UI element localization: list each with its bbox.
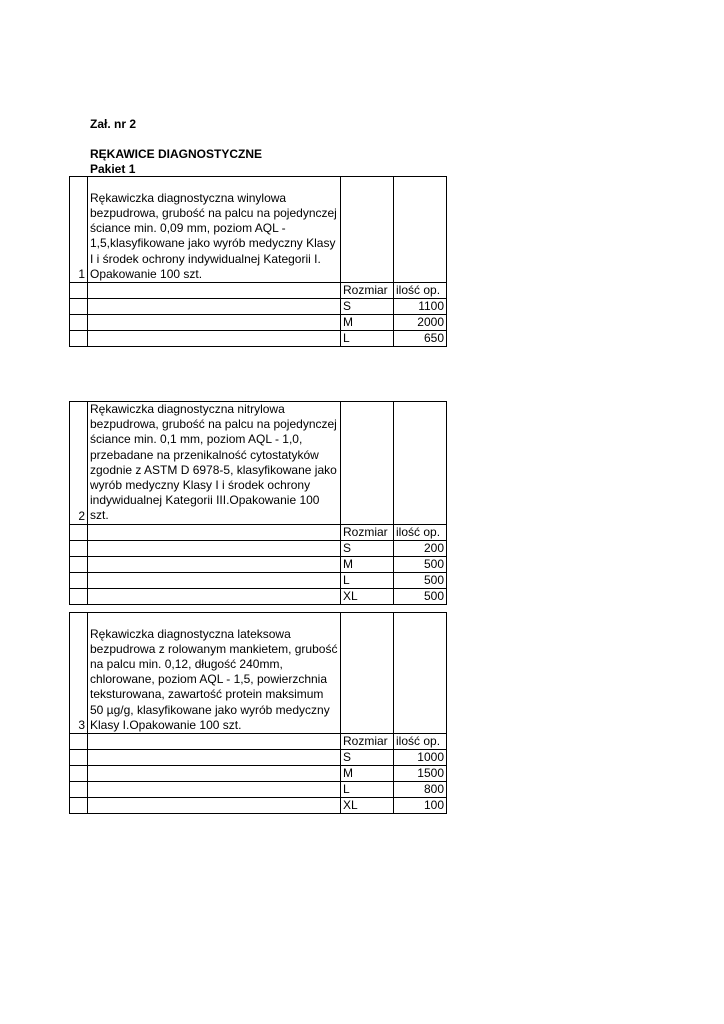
empty-cell [70, 524, 88, 540]
empty-cell [88, 540, 341, 556]
empty-cell [70, 540, 88, 556]
attachment-label: Zał. nr 2 [90, 117, 137, 131]
empty-cell [70, 556, 88, 572]
size-column-header: Rozmiar [341, 524, 394, 540]
empty-cell [88, 572, 341, 588]
quantity-cell: 100 [394, 798, 447, 814]
size-cell: S [341, 750, 394, 766]
empty-cell [341, 613, 394, 734]
empty-cell [394, 177, 447, 283]
item-description-row [70, 177, 447, 283]
empty-cell [88, 734, 341, 750]
size-cell: S [341, 540, 394, 556]
item-number: 3 [70, 613, 88, 734]
item-table-1 [69, 176, 447, 347]
empty-cell [70, 315, 88, 331]
empty-cell [70, 798, 88, 814]
empty-cell [70, 572, 88, 588]
size-cell: L [341, 572, 394, 588]
size-row [70, 782, 447, 798]
empty-cell [88, 782, 341, 798]
empty-cell [88, 798, 341, 814]
size-cell: S [341, 299, 394, 315]
empty-cell [341, 402, 394, 525]
size-row [70, 798, 447, 814]
package-label: Pakiet 1 [90, 162, 136, 176]
size-cell: M [341, 315, 394, 331]
quantity-column-header: ilość op. [394, 524, 447, 540]
quantity-cell: 500 [394, 588, 447, 604]
quantity-column-header: ilość op. [394, 283, 447, 299]
empty-cell [70, 782, 88, 798]
quantity-cell: 1500 [394, 766, 447, 782]
size-row [70, 331, 447, 347]
quantity-cell: 1000 [394, 750, 447, 766]
size-cell: M [341, 556, 394, 572]
size-cell: XL [341, 798, 394, 814]
empty-cell [88, 331, 341, 347]
empty-cell [70, 331, 88, 347]
empty-cell [88, 556, 341, 572]
document-title: RĘKAWICE DIAGNOSTYCZNE [90, 147, 263, 161]
empty-cell [88, 766, 341, 782]
item-number: 1 [70, 177, 88, 283]
empty-cell [394, 402, 447, 525]
item-table-3 [69, 612, 447, 814]
size-row [70, 588, 447, 604]
item-description-row [70, 402, 447, 525]
quantity-cell: 500 [394, 556, 447, 572]
item-description: Rękawiczka diagnostyczna winylowa bezpudrowa, grubość na palcu na pojedynczej ściance min. 0,09 mm, poziom AQL - 1,5,klasyfikowane jako wyrób medyczny Klasy I i środek ochrony indywidualnej Kategorii I. Opakowanie 100 szt. [88, 177, 341, 283]
size-row [70, 315, 447, 331]
empty-cell [88, 524, 341, 540]
empty-cell [341, 177, 394, 283]
empty-cell [88, 283, 341, 299]
empty-cell [70, 750, 88, 766]
empty-cell [70, 299, 88, 315]
item-header-row [70, 734, 447, 750]
item-description: Rękawiczka diagnostyczna nitrylowa bezpudrowa, grubość na palcu na pojedynczej ściance min. 0,1 mm, poziom AQL - 1,0, przebadane na przenikalność cytostatyków zgodnie z ASTM D 6978-5, klasyfikowane jako wyrób medyczny Klasy I i środek ochrony indywidualnej Kategorii III.Opakowanie 100 szt. [88, 402, 341, 525]
quantity-cell: 800 [394, 782, 447, 798]
quantity-cell: 2000 [394, 315, 447, 331]
quantity-column-header: ilość op. [394, 734, 447, 750]
empty-cell [70, 588, 88, 604]
size-cell: XL [341, 588, 394, 604]
item-description-row [70, 613, 447, 734]
empty-cell [394, 613, 447, 734]
quantity-cell: 1100 [394, 299, 447, 315]
size-row [70, 299, 447, 315]
quantity-cell: 650 [394, 331, 447, 347]
size-row [70, 572, 447, 588]
empty-cell [88, 750, 341, 766]
empty-cell [88, 299, 341, 315]
empty-cell [88, 315, 341, 331]
empty-cell [70, 734, 88, 750]
size-cell: L [341, 331, 394, 347]
size-cell: M [341, 766, 394, 782]
item-header-row [70, 283, 447, 299]
size-row [70, 766, 447, 782]
empty-cell [70, 283, 88, 299]
size-row [70, 750, 447, 766]
size-row [70, 540, 447, 556]
quantity-cell: 500 [394, 572, 447, 588]
size-column-header: Rozmiar [341, 283, 394, 299]
item-header-row [70, 524, 447, 540]
size-cell: L [341, 782, 394, 798]
size-row [70, 556, 447, 572]
item-description: Rękawiczka diagnostyczna lateksowa bezpudrowa z rolowanym mankietem, grubość na palcu min. 0,12, długość 240mm, chlorowane, poziom AQL - 1,5, powierzchnia teksturowana, zawartość protein maksimum 50 µg/g, klasyfikowane jako wyrób medyczny Klasy I.Opakowanie 100 szt. [88, 613, 341, 734]
item-number: 2 [70, 402, 88, 525]
empty-cell [70, 766, 88, 782]
quantity-cell: 200 [394, 540, 447, 556]
item-table-2 [69, 401, 447, 605]
empty-cell [88, 588, 341, 604]
size-column-header: Rozmiar [341, 734, 394, 750]
